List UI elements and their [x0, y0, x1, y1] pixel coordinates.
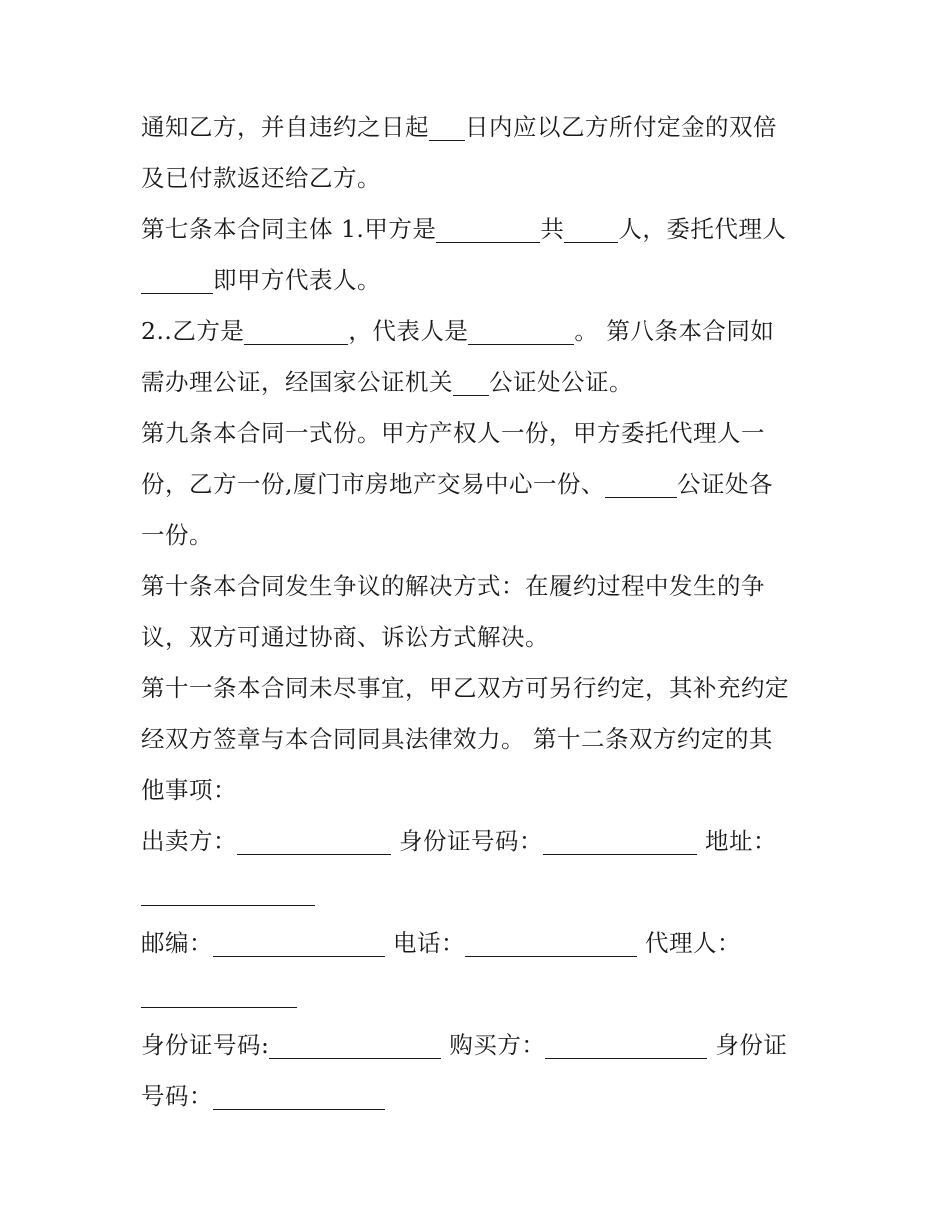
- text-span: 号码：: [141, 1082, 213, 1110]
- fill-blank-count: [564, 212, 618, 243]
- text-line-3: [141, 204, 821, 255]
- text-span: 第九条本合同一式份。甲方产权人一份，甲方委托代理人一: [141, 419, 765, 447]
- fill-blank-agent-id: [269, 1028, 441, 1059]
- text-line-15: [141, 816, 821, 867]
- fill-blank-buyer: [545, 1028, 707, 1059]
- fill-blank-party-b: [244, 314, 348, 345]
- text-span: 共: [540, 215, 565, 243]
- text-span: 议，双方可通过协商、诉讼方式解决。: [141, 623, 549, 651]
- text-line-17: [141, 918, 821, 969]
- fill-blank-agent-name: [141, 977, 297, 1008]
- text-line-18: [141, 969, 821, 1020]
- text-span: 电话：: [385, 929, 465, 957]
- text-span: 代理人：: [636, 929, 741, 957]
- text-span: 身份证号码:: [141, 1031, 270, 1059]
- text-span: 。 第八条本合同如: [574, 317, 775, 345]
- fill-blank-representative: [468, 314, 574, 345]
- text-span: 公证处各: [676, 470, 773, 498]
- text-span: 公证处公证。: [489, 368, 633, 396]
- text-line-8: [141, 459, 821, 510]
- text-span: 出卖方：: [141, 827, 237, 855]
- fill-blank-phone: [465, 926, 637, 957]
- fill-blank-party-a: [436, 212, 540, 243]
- text-span: 第七条本合同主体 1.甲方是: [141, 215, 437, 243]
- text-span: 第十条本合同发生争议的解决方式：在履约过程中发生的争: [141, 572, 765, 600]
- text-span: 经双方签章与本合同同具法律效力。 第十二条双方约定的其: [141, 725, 773, 753]
- text-span: 通知乙方，并自违约之日起: [141, 113, 429, 141]
- fill-blank-seller: [237, 824, 391, 855]
- text-line-12: [141, 663, 821, 714]
- text-span: 第十一条本合同未尽事宜，甲乙双方可另行约定，其补充约定: [141, 674, 789, 702]
- fill-blank-agent: [141, 263, 213, 294]
- text-span: 身份证号码：: [391, 827, 543, 855]
- text-span: 日内应以乙方所付定金的双倍: [465, 113, 777, 141]
- text-span: ，代表人是: [348, 317, 469, 345]
- text-line-2: [141, 153, 821, 204]
- fill-blank-postcode: [213, 926, 385, 957]
- text-span: 需办理公证，经国家公证机关: [141, 368, 453, 396]
- text-line-11: [141, 612, 821, 663]
- text-line-14: [141, 765, 821, 816]
- text-line-9: [141, 510, 821, 561]
- text-span: 份，乙方一份,厦门市房地产交易中心一份、: [141, 470, 605, 498]
- text-line-4: [141, 255, 821, 306]
- fill-blank-notary-office: [605, 467, 677, 498]
- text-line-7: [141, 408, 821, 459]
- text-span: 一份。: [141, 521, 213, 549]
- text-line-10: [141, 561, 821, 612]
- fill-blank-seller-id: [543, 824, 697, 855]
- contract-text-body: [141, 102, 821, 1122]
- text-line-5: [141, 306, 821, 357]
- text-span: 身份证: [707, 1031, 788, 1059]
- text-span: 邮编：: [141, 929, 213, 957]
- fill-blank-notary: [453, 365, 489, 396]
- text-line-16: [141, 867, 821, 918]
- text-span: 2..乙方是: [141, 317, 245, 345]
- text-line-1: [141, 102, 821, 153]
- text-line-13: [141, 714, 821, 765]
- text-span: 他事项：: [141, 776, 237, 804]
- text-span: 人，委托代理人: [618, 215, 787, 243]
- text-line-20: [141, 1071, 821, 1122]
- text-line-6: [141, 357, 821, 408]
- fill-blank-seller-address: [141, 875, 315, 906]
- text-span: 及已付款返还给乙方。: [141, 164, 381, 192]
- text-span: 购买方：: [441, 1031, 546, 1059]
- fill-blank-days: [429, 110, 465, 141]
- text-span: 地址：: [696, 827, 777, 855]
- text-line-19: [141, 1020, 821, 1071]
- text-span: 即甲方代表人。: [213, 266, 381, 294]
- fill-blank-buyer-id: [213, 1079, 385, 1110]
